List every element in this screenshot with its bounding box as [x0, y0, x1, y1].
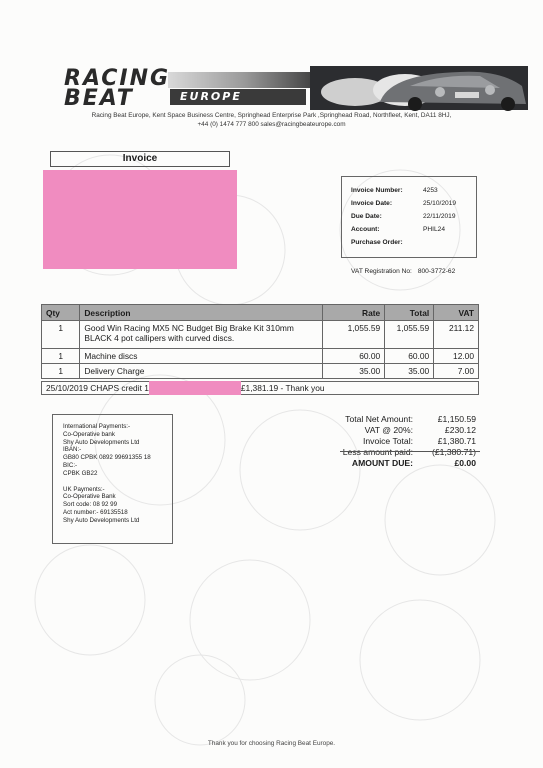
- account-number: Act number:- 69135518: [63, 508, 128, 516]
- rate-cell: 1,055.59: [323, 321, 385, 349]
- description-header: Description: [80, 305, 323, 321]
- payment-note: [41, 381, 479, 395]
- vat-total-value: £230.12: [444, 425, 476, 435]
- footer-thanks: Thank you for choosing Racing Beat Europe.: [207, 740, 336, 747]
- total-cell: 60.00: [385, 349, 434, 364]
- address-line: Racing Beat Europe, Kent Space Business Centre, Springhead Enterprise Park ,Springhead Road, Northfleet, Kent, DA11 8HJ,: [91, 112, 452, 119]
- invoice-total-row: [337, 436, 480, 447]
- line-items-table: [41, 304, 479, 379]
- due-date-label: Due Date:: [351, 213, 382, 220]
- vat-cell: 12.00: [434, 349, 479, 364]
- account-value: PHIL24: [423, 226, 445, 233]
- sort-code: Sort code: 08 92 99: [63, 501, 118, 509]
- table-row: [42, 321, 479, 349]
- uk-company: Shy Auto Developments Ltd: [63, 516, 140, 524]
- bic-value: CPBK GB22: [63, 469, 98, 477]
- due-date-value: 22/11/2019: [423, 213, 456, 220]
- invoice-title: Invoice: [50, 151, 230, 167]
- payment-details-box: [52, 414, 173, 544]
- rate-cell: 60.00: [323, 349, 385, 364]
- company-address: [40, 112, 503, 129]
- total-cell: 1,055.59: [385, 321, 434, 349]
- invoice-details-box: [341, 176, 477, 258]
- vat-cell: 7.00: [434, 364, 479, 379]
- invoice-total-value: £1,380.71: [437, 436, 476, 446]
- amount-paid-row: [337, 447, 480, 458]
- vat-registration-value: 800-3772-62: [417, 268, 456, 275]
- totals-divider: [340, 451, 480, 452]
- totals-block: [337, 414, 480, 469]
- redacted-address-block: [43, 170, 237, 269]
- table-row: [42, 349, 479, 364]
- payment-note-prefix: 25/10/2019 CHAPS credit 1: [46, 383, 149, 393]
- invoice-number-label: Invoice Number:: [351, 187, 403, 194]
- payment-note-amount: £1,381.19 - Thank you: [240, 383, 325, 393]
- account-label: Account:: [351, 226, 380, 233]
- invoice-number-value: 4253: [423, 187, 438, 194]
- uk-bank: Co-Operative Bank: [63, 493, 116, 501]
- logo-racing: RACING: [64, 66, 171, 91]
- vat-header: VAT: [434, 305, 479, 321]
- contact-line: +44 (0) 1474 777 800 sales@racingbeateurope.com: [197, 120, 346, 128]
- amount-paid-label: Less amount paid:: [342, 447, 413, 457]
- amount-paid-value: (£1,380.71): [432, 447, 476, 457]
- invoice-date-label: Invoice Date:: [351, 200, 393, 207]
- net-amount-row: [337, 414, 480, 425]
- invoice-date-value: 25/10/2019: [423, 200, 457, 207]
- vat-total-row: [337, 425, 480, 436]
- iban-value: GB80 CPBK 0892 99691355 18: [63, 454, 151, 462]
- intl-payments-title: International Payments:-: [63, 423, 131, 430]
- rate-cell: 35.00: [323, 364, 385, 379]
- qty-header: Qty: [42, 305, 80, 321]
- table-row: [42, 364, 479, 379]
- vat-registration-label: VAT Registration No:: [351, 268, 412, 275]
- vat-registration: [351, 268, 455, 275]
- net-amount-label: Total Net Amount:: [345, 414, 413, 424]
- logo-beat: BEAT: [64, 86, 134, 111]
- vat-total-label: VAT @ 20%:: [364, 425, 413, 435]
- invoice-total-label: Invoice Total:: [362, 436, 413, 446]
- vat-cell: 211.12: [434, 321, 479, 349]
- total-header: Total: [385, 305, 434, 321]
- amount-due-label: AMOUNT DUE:: [351, 458, 413, 468]
- rate-header: Rate: [323, 305, 385, 321]
- qty-cell: 1: [42, 364, 80, 379]
- net-amount-value: £1,150.59: [437, 414, 476, 424]
- intl-company: Shy Auto Developments Ltd: [63, 438, 140, 446]
- table-header-row: [42, 305, 479, 321]
- description-cell: Machine discs: [80, 349, 323, 364]
- intl-bank: Co-Operative bank: [63, 430, 115, 438]
- uk-payments-title: UK Payments:-: [63, 485, 105, 493]
- total-cell: 35.00: [385, 364, 434, 379]
- purchase-order-label: Purchase Order:: [351, 239, 403, 246]
- qty-cell: 1: [42, 321, 80, 349]
- iban-label: IBAN:-: [63, 446, 82, 454]
- description-cell: Good Win Racing MX5 NC Budget Big Brake Kit 310mm BLACK 4 pot callipers with curved discs.: [80, 321, 323, 349]
- amount-due-value: £0.00: [454, 458, 476, 468]
- description-cell: Delivery Charge: [80, 364, 323, 379]
- bic-label: BIC:-: [63, 461, 78, 469]
- logo-europe: EUROPE: [170, 89, 306, 105]
- amount-due-row: [337, 458, 480, 469]
- redacted-reference: [149, 381, 241, 395]
- qty-cell: 1: [42, 349, 80, 364]
